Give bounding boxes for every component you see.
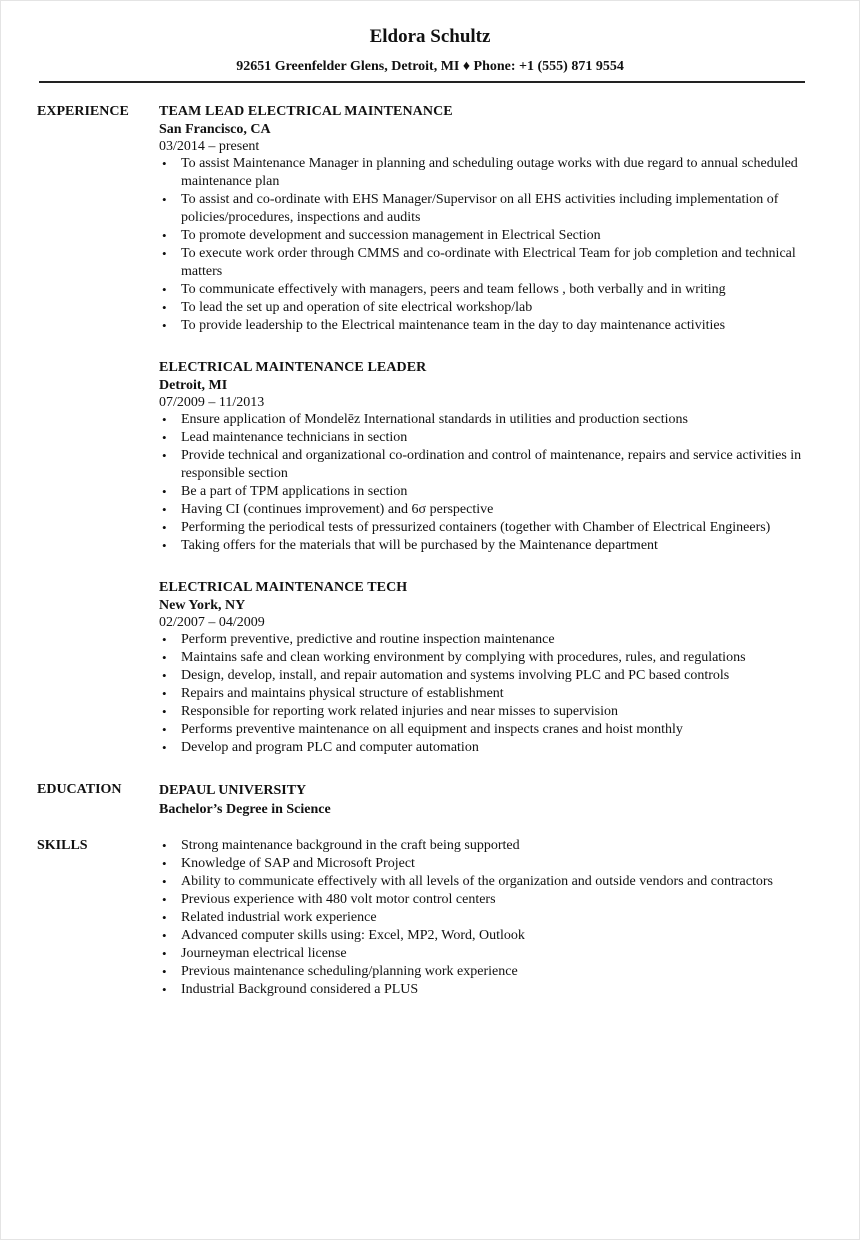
bullet-text: Maintains safe and clean working environment by complying with procedures, rules, and regulations [181, 650, 746, 665]
skill-text: Strong maintenance background in the craft being supported [181, 838, 520, 853]
bullet-text: To promote development and succession management in Electrical Section [181, 228, 601, 243]
job-entry [159, 579, 809, 757]
bullet-item [159, 447, 809, 483]
skill-item [159, 909, 809, 927]
education-label: EDUCATION [37, 782, 122, 797]
job-title: ELECTRICAL MAINTENANCE TECH [159, 580, 408, 595]
skill-item [159, 873, 809, 891]
job-location: New York, NY [159, 598, 246, 613]
bullet-icon: • [162, 228, 167, 243]
skills-label: SKILLS [37, 838, 88, 853]
bullet-icon: • [162, 722, 167, 737]
skill-text: Advanced computer skills using: Excel, MP2, Word, Outlook [181, 928, 525, 943]
bullet-icon: • [162, 928, 167, 943]
bullet-icon: • [162, 668, 167, 683]
skill-text: Related industrial work experience [181, 910, 377, 925]
bullet-text: To communicate effectively with managers, peers and team fellows , both verbally and in writing [181, 282, 726, 297]
skills-body [159, 837, 809, 999]
bullet-icon: • [162, 838, 167, 853]
job-location: Detroit, MI [159, 378, 228, 393]
bullet-icon: • [162, 520, 167, 535]
bullet-item [159, 245, 809, 281]
bullet-icon: • [162, 282, 167, 297]
job-entry [159, 359, 809, 555]
bullet-icon: • [162, 946, 167, 961]
bullet-icon: • [162, 192, 167, 207]
bullet-item [159, 649, 809, 667]
job-dates: 03/2014 – present [159, 139, 260, 154]
skill-text: Previous maintenance scheduling/planning work experience [181, 964, 518, 979]
bullet-text: Performs preventive maintenance on all equipment and inspects cranes and hoist monthly [181, 722, 683, 737]
experience-list [159, 103, 809, 781]
job-dates: 07/2009 – 11/2013 [159, 395, 265, 410]
contact-line: 92651 Greenfelder Glens, Detroit, MI ♦ Phone: +1 (555) 871 9554 [236, 59, 624, 74]
bullet-text: Taking offers for the materials that will be purchased by the Maintenance department [181, 538, 658, 553]
bullet-text: Provide technical and organizational co-ordination and control of maintenance, repairs and service activities in responsible section [181, 448, 802, 481]
candidate-name: Eldora Schultz [369, 26, 491, 47]
skill-item [159, 855, 809, 873]
bullet-text: To provide leadership to the Electrical maintenance team in the day to day maintenance activities [181, 318, 726, 333]
bullet-text: Lead maintenance technicians in section [181, 430, 408, 445]
bullet-item [159, 537, 809, 555]
bullet-icon: • [162, 982, 167, 997]
bullet-item [159, 317, 809, 335]
bullet-icon: • [162, 892, 167, 907]
skill-item [159, 981, 809, 999]
bullet-text: Be a part of TPM applications in section [181, 484, 408, 499]
bullet-item [159, 519, 809, 537]
education-section [37, 781, 809, 819]
bullet-text: To assist and co-ordinate with EHS Manager/Supervisor on all EHS activities including implementation of policies/procedures, inspections and audits [181, 192, 779, 225]
skill-text: Knowledge of SAP and Microsoft Project [181, 856, 415, 871]
bullet-item [159, 227, 809, 245]
experience-section [37, 103, 809, 781]
job-location: San Francisco, CA [159, 122, 271, 137]
bullet-icon: • [162, 910, 167, 925]
bullet-icon: • [162, 430, 167, 445]
skill-item [159, 891, 809, 909]
bullet-item [159, 721, 809, 739]
bullet-text: To execute work order through CMMS and co-ordinate with Electrical Team for job completion and technical matters [181, 246, 796, 279]
skill-item [159, 927, 809, 945]
bullet-icon: • [162, 632, 167, 647]
bullet-item [159, 483, 809, 501]
bullet-icon: • [162, 502, 167, 517]
bullet-icon: • [162, 300, 167, 315]
bullet-text: Perform preventive, predictive and routine inspection maintenance [181, 632, 555, 647]
job-title: ELECTRICAL MAINTENANCE LEADER [159, 360, 427, 375]
bullet-item [159, 281, 809, 299]
skill-item [159, 963, 809, 981]
degree-name: Bachelor’s Degree in Science [159, 802, 331, 817]
bullet-icon: • [162, 964, 167, 979]
job-bullets [159, 631, 809, 757]
header-divider [39, 81, 805, 83]
bullet-icon: • [162, 740, 167, 755]
bullet-text: Repairs and maintains physical structure of establishment [181, 686, 504, 701]
bullet-icon: • [162, 156, 167, 171]
bullet-text: To assist Maintenance Manager in planning and scheduling outage works with due regard to annual scheduled maintenance plan [181, 156, 798, 189]
bullet-item [159, 155, 809, 191]
bullet-item [159, 191, 809, 227]
bullet-icon: • [162, 412, 167, 427]
bullet-text: Performing the periodical tests of pressurized containers (together with Chamber of Electrical Engineers) [181, 520, 771, 535]
skill-text: Journeyman electrical license [181, 946, 347, 961]
bullet-item [159, 429, 809, 447]
bullet-icon: • [162, 874, 167, 889]
experience-label: EXPERIENCE [37, 104, 129, 119]
skills-section [37, 837, 809, 999]
bullet-icon: • [162, 856, 167, 871]
job-bullets [159, 411, 809, 555]
bullet-icon: • [162, 318, 167, 333]
skill-text: Ability to communicate effectively with all levels of the organization and outside vendors and contractors [181, 874, 773, 889]
bullet-item [159, 299, 809, 317]
bullet-text: Responsible for reporting work related injuries and near misses to supervision [181, 704, 619, 719]
bullet-item [159, 501, 809, 519]
education-body [159, 781, 809, 819]
bullet-item [159, 667, 809, 685]
skill-item [159, 837, 809, 855]
skills-bullets [159, 837, 809, 999]
bullet-icon: • [162, 650, 167, 665]
job-title: TEAM LEAD ELECTRICAL MAINTENANCE [159, 104, 453, 119]
bullet-icon: • [162, 484, 167, 499]
bullet-text: Having CI (continues improvement) and 6σ perspective [181, 502, 494, 517]
bullet-text: Design, develop, install, and repair automation and systems involving PLC and PC based controls [181, 668, 730, 683]
bullet-icon: • [162, 686, 167, 701]
bullet-text: Ensure application of Mondelēz International standards in utilities and production sections [181, 412, 688, 427]
bullet-item [159, 703, 809, 721]
bullet-item [159, 739, 809, 757]
bullet-icon: • [162, 246, 167, 261]
resume-header [1, 1, 859, 76]
bullet-text: To lead the set up and operation of site electrical workshop/lab [181, 300, 533, 315]
job-bullets [159, 155, 809, 335]
bullet-item [159, 631, 809, 649]
skill-text: Previous experience with 480 volt motor control centers [181, 892, 496, 907]
bullet-text: Develop and program PLC and computer automation [181, 740, 479, 755]
bullet-icon: • [162, 704, 167, 719]
school-name: DEPAUL UNIVERSITY [159, 783, 307, 798]
skill-item [159, 945, 809, 963]
bullet-item [159, 411, 809, 429]
job-entry [159, 103, 809, 335]
bullet-icon: • [162, 538, 167, 553]
job-dates: 02/2007 – 04/2009 [159, 615, 265, 630]
bullet-item [159, 685, 809, 703]
skill-text: Industrial Background considered a PLUS [181, 982, 419, 997]
bullet-icon: • [162, 448, 167, 463]
